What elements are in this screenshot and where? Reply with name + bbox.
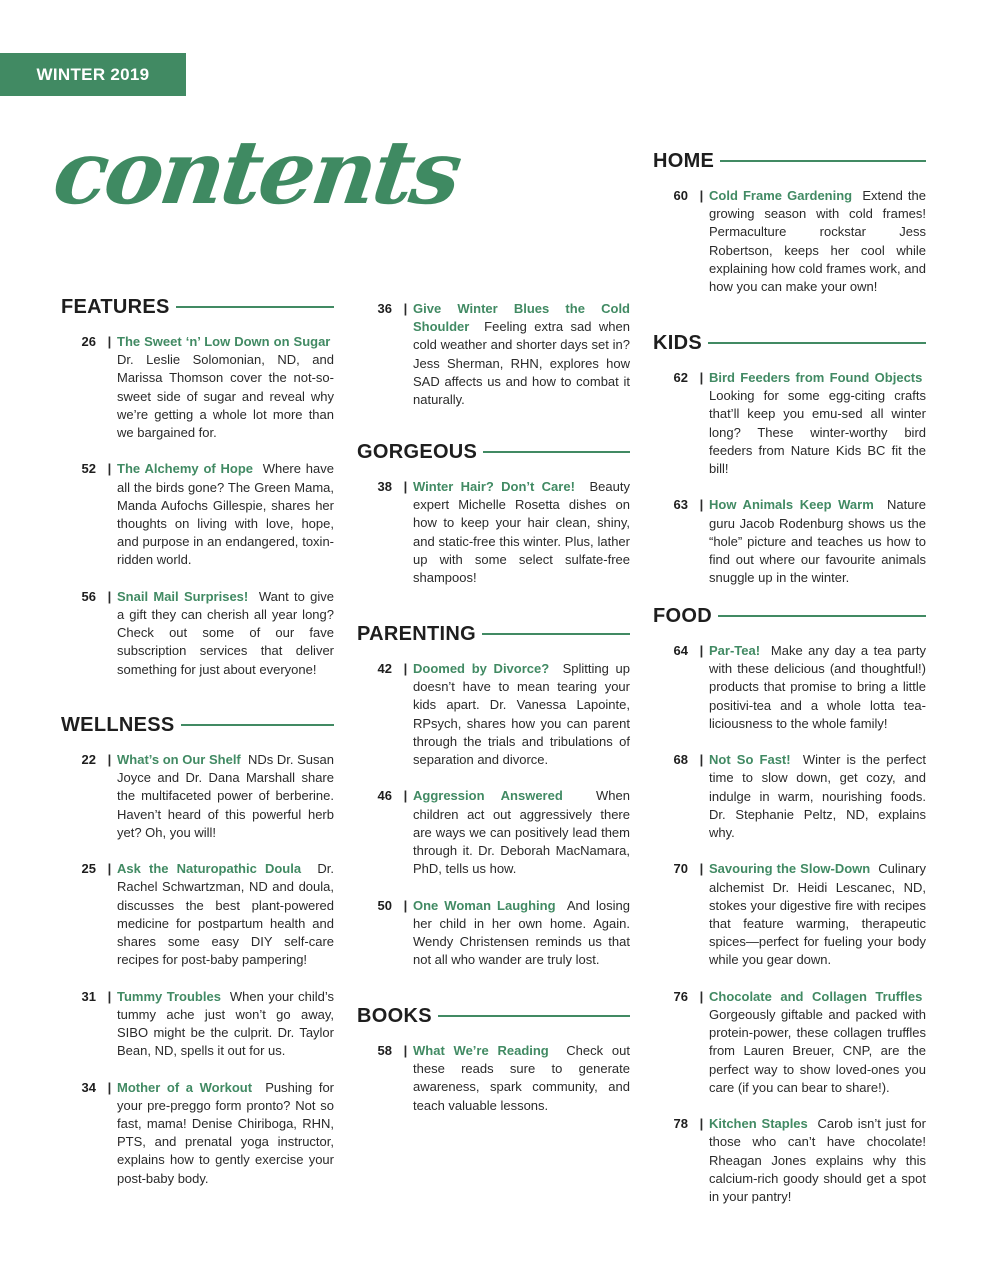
separator: | xyxy=(403,301,408,316)
separator: | xyxy=(107,588,112,604)
entry-title[interactable]: The Alchemy of Hope xyxy=(117,461,254,477)
entry-title[interactable]: Savouring the Slow-Down xyxy=(709,861,871,877)
entry-title[interactable]: The Sweet ‘n’ Low Down on Sugar xyxy=(117,334,331,349)
entry-description: Make any day a tea party with these delicious (and thoughtful!) products that promise to bring a little positivi-tea and a whole lotta tea-liciousness to the whole family! xyxy=(709,643,926,731)
entry-body xyxy=(117,751,334,842)
entry-title[interactable]: Kitchen Staples xyxy=(709,1116,808,1132)
entry-body xyxy=(709,1115,926,1206)
entry-body xyxy=(413,660,630,769)
entry-body xyxy=(709,369,926,478)
section-label: FEATURES xyxy=(61,295,170,318)
separator: | xyxy=(107,334,112,349)
separator: | xyxy=(699,370,704,385)
entry-body xyxy=(117,860,334,969)
separator: | xyxy=(699,497,704,513)
section-label: PARENTING xyxy=(357,622,476,645)
separator: | xyxy=(107,1079,112,1095)
toc-entry[interactable] xyxy=(61,860,334,969)
section-label: FOOD xyxy=(653,604,712,627)
entry-body xyxy=(413,787,630,878)
entry-body xyxy=(709,988,926,1097)
page-number: 46 xyxy=(377,788,392,804)
page-number: 26 xyxy=(81,334,96,349)
section-label: GORGEOUS xyxy=(357,440,478,463)
toc-entry[interactable] xyxy=(61,751,334,842)
entry-description: When your child’s tummy ache just won’t go away, SIBO might be the culprit. Dr. Taylor Bean, ND, spells it out for us. xyxy=(117,988,334,1059)
page-number: 78 xyxy=(673,1116,688,1132)
entry-description: When children act out aggressively there are ways we can positively lead them through it. Dr. Deborah MacNamara, PhD, tells us how. xyxy=(413,788,630,877)
heading-rule xyxy=(438,1015,630,1017)
entry-body xyxy=(117,588,334,679)
entry-title[interactable]: Ask the Naturopathic Doula xyxy=(117,861,302,877)
entry-body xyxy=(413,1042,630,1115)
section-kids xyxy=(653,331,926,606)
page-number: 63 xyxy=(673,497,688,513)
entry-body xyxy=(413,478,630,587)
page-number: 25 xyxy=(81,861,96,877)
separator: | xyxy=(107,988,112,1004)
entry-title[interactable]: Mother of a Workout xyxy=(117,1079,253,1095)
entry-title[interactable]: Bird Feeders from Found Objects xyxy=(709,370,923,385)
entry-title[interactable]: One Woman Laughing xyxy=(413,897,556,913)
separator: | xyxy=(403,1043,408,1058)
entry-description: Feeling extra sad when cold weather and shorter days set in? Jess Sherman, RHN, explores how SAD affects us and how to combat it naturally. xyxy=(413,319,630,408)
entry-description: NDs Dr. Susan Joyce and Dr. Dana Marshall share the multifaceted power of berberine. Haven’t heard of this powerful herb yet? Oh, you will! xyxy=(117,752,334,840)
entry-title[interactable]: Chocolate and Collagen Truffles xyxy=(709,988,923,1004)
section-gorgeous xyxy=(357,440,630,605)
heading-rule xyxy=(181,724,334,726)
section-heading xyxy=(357,1004,630,1028)
page-number: 58 xyxy=(377,1043,392,1058)
entry-title[interactable]: Snail Mail Surprises! xyxy=(117,588,249,604)
entry-title[interactable]: Cold Frame Gardening xyxy=(709,188,853,203)
separator: | xyxy=(403,479,408,494)
section-food xyxy=(653,604,926,1224)
page-number: 34 xyxy=(81,1079,96,1095)
toc-entry[interactable] xyxy=(357,897,630,970)
entry-title[interactable]: Par-Tea! xyxy=(709,643,761,658)
entry-description: Want to give a gift they can cherish all year long? Check out some of our fave subscription services that deliver something for just about everyone! xyxy=(117,588,334,677)
page-number: 68 xyxy=(673,752,688,768)
entry-description: Dr. Rachel Schwartzman, ND and doula, discusses the best plant-powered medicine for postpartum health and shares some easy DIY self-care recipes for post-baby pampering! xyxy=(117,861,334,968)
section-label: KIDS xyxy=(653,331,702,354)
section-heading xyxy=(61,713,334,737)
toc-entry[interactable] xyxy=(357,300,630,409)
toc-entry[interactable] xyxy=(61,460,334,569)
page-number: 22 xyxy=(81,752,96,767)
entry-body xyxy=(413,897,630,970)
entry-body xyxy=(117,460,334,569)
entry-title[interactable]: Give Winter Blues the Cold Shoulder xyxy=(413,301,630,335)
heading-rule xyxy=(720,160,926,162)
entry-description: Winter is the perfect time to slow down, get cozy, and indulge in warm, nourishing foods. Dr. Stephanie Peltz, ND, explains why. xyxy=(709,752,926,841)
separator: | xyxy=(699,752,704,768)
page-number: 64 xyxy=(673,643,688,658)
separator: | xyxy=(107,861,112,877)
page-number: 70 xyxy=(673,861,688,877)
toc-entry[interactable] xyxy=(357,787,630,878)
section-features xyxy=(61,295,334,697)
entry-title[interactable]: What We’re Reading xyxy=(413,1043,549,1058)
toc-entry[interactable] xyxy=(653,751,926,842)
toc-entry[interactable] xyxy=(357,478,630,587)
section-books xyxy=(357,1004,630,1133)
separator: | xyxy=(107,752,112,767)
page-number: 60 xyxy=(673,188,688,203)
entry-description: Nature guru Jacob Rodenburg shows us the “hole” picture and teaches us how to find out where our favourite animals snuggle up in the winter. xyxy=(709,497,926,586)
separator: | xyxy=(403,788,408,804)
toc-entry[interactable] xyxy=(653,369,926,478)
section-heading xyxy=(653,604,926,628)
entry-body xyxy=(709,751,926,842)
entry-title[interactable]: What’s on Our Shelf xyxy=(117,752,241,767)
entry-description: Beauty expert Michelle Rosetta dishes on how to keep your hair clean, shiny, and static-free this winter. Plus, lather up with some select sulfate-free shampoos! xyxy=(413,479,630,586)
separator: | xyxy=(699,643,704,658)
entry-description: Gorgeously giftable and packed with protein-power, these collagen truffles from Lauren Breuer, CNP, are the perfect way to show loved-ones you care (if you can bear to share!). xyxy=(709,1007,926,1095)
entry-body xyxy=(117,1079,334,1188)
toc-entry[interactable] xyxy=(653,860,926,969)
toc-entry[interactable] xyxy=(61,1079,334,1188)
heading-rule xyxy=(708,342,926,344)
toc-entry[interactable] xyxy=(653,1115,926,1206)
entry-description: Check out these reads sure to generate awareness, spark community, and teach valuable lessons. xyxy=(413,1043,630,1113)
separator: | xyxy=(699,861,704,877)
entry-description: Splitting up doesn’t have to mean tearing your kids apart. Dr. Vanessa Lapointe, RPsych, shares how you can parent through the trials and tribulations of separation and divorce. xyxy=(413,661,630,768)
entry-title[interactable]: Winter Hair? Don’t Care! xyxy=(413,479,575,494)
entry-description: Carob isn’t just for those who can’t have chocolate! Rheagan Jones explains why this calcium-rich goody should get a spot in your pantry! xyxy=(709,1116,926,1205)
toc-entry[interactable] xyxy=(61,588,334,679)
page-number: 76 xyxy=(673,988,688,1004)
page-number: 52 xyxy=(81,461,96,477)
page-number: 50 xyxy=(377,897,392,913)
entry-title[interactable]: How Animals Keep Warm xyxy=(709,497,874,513)
section-wellness xyxy=(61,713,334,1206)
entry-body xyxy=(709,860,926,969)
section-features-cont xyxy=(357,300,630,427)
heading-rule xyxy=(483,451,630,453)
entry-body xyxy=(709,496,926,587)
entry-body xyxy=(709,187,926,296)
section-heading xyxy=(357,440,630,464)
entry-description: Culinary alchemist Dr. Heidi Lescanec, ND, stokes your digestive fire with recipes that feature warming, therapeutic spices—perfect for fueling your body while you gear down. xyxy=(709,861,926,968)
toc-entry[interactable] xyxy=(653,187,926,296)
heading-rule xyxy=(482,633,630,635)
toc-entry[interactable] xyxy=(357,660,630,769)
contents-heading: contents xyxy=(47,120,466,224)
section-label: HOME xyxy=(653,149,715,172)
separator: | xyxy=(699,988,704,1004)
separator: | xyxy=(403,661,408,676)
entry-description: Dr. Leslie Solomonian, ND, and Marissa Thomson cover the not-so-sweet side of sugar and reveal why we’re getting a whole lot more than we bargained for. xyxy=(117,352,334,441)
entry-body xyxy=(117,988,334,1061)
heading-rule xyxy=(176,306,334,308)
entry-description: Where have all the birds gone? The Green Mama, Manda Aufochs Gillespie, shares her thoughts on living with love, hope, and purpose in an endangered, toxin-ridden world. xyxy=(117,461,334,568)
toc-entry[interactable] xyxy=(653,988,926,1097)
section-parenting xyxy=(357,622,630,988)
section-heading xyxy=(653,149,926,173)
entry-description: Pushing for your pre-preggo form pronto? Not so fast, mama! Denise Chiriboga, RHN, PTS, and prenatal yoga instructor, explains how to gently exercise your post-baby body. xyxy=(117,1079,335,1186)
section-heading xyxy=(653,331,926,355)
page-number: 36 xyxy=(377,301,392,316)
entry-title[interactable]: Tummy Troubles xyxy=(117,988,221,1004)
separator: | xyxy=(699,188,704,203)
separator: | xyxy=(403,897,408,913)
entry-description: And losing her child in her own home. Again. Wendy Christensen reminds us that not all who wander are truly lost. xyxy=(413,897,630,968)
page-number: 31 xyxy=(81,988,96,1004)
separator: | xyxy=(107,461,112,477)
toc-entry[interactable] xyxy=(357,1042,630,1115)
toc-entry[interactable] xyxy=(61,333,334,442)
issue-badge: WINTER 2019 xyxy=(0,53,186,96)
toc-entry[interactable] xyxy=(653,496,926,587)
entry-description: Extend the growing season with cold frames! Permaculture rockstar Jess Robertson, keeps her cool while explaining how cold frames work, and how you can make your own! xyxy=(709,188,926,295)
heading-rule xyxy=(718,615,926,617)
entry-title[interactable]: Aggression Answered xyxy=(413,788,563,804)
section-label: WELLNESS xyxy=(61,713,175,736)
entry-body xyxy=(117,333,334,442)
page-number: 42 xyxy=(377,661,392,676)
toc-entry[interactable] xyxy=(653,642,926,733)
entry-title[interactable]: Not So Fast! xyxy=(709,752,791,768)
page-number: 56 xyxy=(81,588,96,604)
entry-body xyxy=(413,300,630,409)
section-heading xyxy=(357,622,630,646)
section-label: BOOKS xyxy=(357,1004,432,1027)
entry-description: Looking for some egg-citing crafts that’ll keep you emu-sed all winter long? These winter-worthy bird feeders from Nature Kids BC fit the bill! xyxy=(709,388,926,477)
separator: | xyxy=(699,1116,704,1132)
section-heading xyxy=(61,295,334,319)
page-number: 38 xyxy=(377,479,392,494)
entry-body xyxy=(709,642,926,733)
page-number: 62 xyxy=(673,370,688,385)
entry-title[interactable]: Doomed by Divorce? xyxy=(413,661,550,676)
section-home xyxy=(653,149,926,314)
toc-entry[interactable] xyxy=(61,988,334,1061)
